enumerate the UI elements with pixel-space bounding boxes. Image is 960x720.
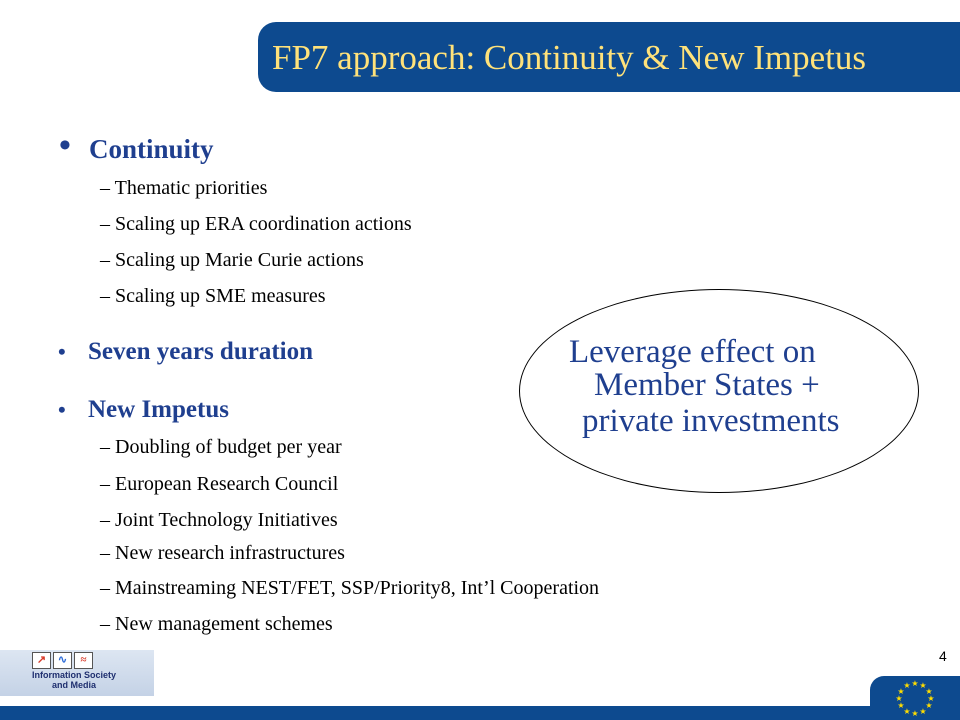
- sub-item: – Mainstreaming NEST/FET, SSP/Priority8, Int’l Cooperation: [100, 577, 600, 599]
- sub-item: – Doubling of budget per year: [100, 436, 342, 458]
- svg-text:★: ★: [919, 707, 927, 716]
- bullet-new-impetus: [58, 396, 229, 424]
- eu-stars-icon: [890, 680, 940, 718]
- eu-flag: [870, 676, 960, 720]
- bullet-label: Continuity: [89, 134, 214, 164]
- sub-item: – Scaling up Marie Curie actions: [100, 249, 364, 271]
- bullet-continuity: [59, 127, 214, 165]
- svg-text:★: ★: [895, 694, 903, 703]
- sub-item: – European Research Council: [100, 473, 339, 495]
- footer-bar: [0, 706, 960, 720]
- page-number: 4: [939, 648, 947, 664]
- slide-title: FP7 approach: Continuity & New Impetus: [272, 38, 866, 77]
- svg-text:★: ★: [911, 680, 919, 688]
- bullet-dot-icon: •: [59, 127, 71, 164]
- bullet-seven-years: [58, 338, 313, 366]
- sub-item: – Scaling up SME measures: [100, 285, 326, 307]
- dg-logo: [0, 650, 154, 696]
- logo-arrow-icon: ↗: [32, 652, 51, 669]
- sub-item: – New research infrastructures: [100, 542, 345, 564]
- bullet-dot-icon: •: [58, 339, 66, 364]
- svg-text:★: ★: [897, 701, 905, 710]
- svg-text:★: ★: [927, 694, 935, 703]
- svg-text:★: ★: [897, 687, 905, 696]
- logo-text-line: and Media: [51, 680, 96, 690]
- callout-line: private investments: [582, 403, 840, 439]
- bullet-label: New Impetus: [88, 396, 229, 423]
- sub-item: – Thematic priorities: [100, 177, 268, 199]
- logo-text: [24, 670, 124, 690]
- callout-line: Leverage effect on: [569, 334, 816, 370]
- svg-text:★: ★: [919, 681, 927, 690]
- sub-item: – New management schemes: [100, 613, 333, 635]
- bullet-label: Seven years duration: [88, 338, 313, 365]
- logo-mark: [20, 652, 126, 694]
- logo-text-line: Information Society: [31, 670, 116, 680]
- svg-text:★: ★: [925, 687, 933, 696]
- svg-text:★: ★: [925, 701, 933, 710]
- svg-text:★: ★: [911, 709, 919, 718]
- svg-text:★: ★: [903, 681, 911, 690]
- bullet-dot-icon: •: [58, 397, 66, 422]
- svg-text:★: ★: [903, 707, 911, 716]
- logo-bars-icon: ≈: [74, 652, 93, 669]
- title-bar: [258, 22, 960, 92]
- sub-item: – Scaling up ERA coordination actions: [100, 213, 412, 235]
- logo-wave-icon: ∿: [53, 652, 72, 669]
- sub-item: – Joint Technology Initiatives: [100, 509, 338, 531]
- logo-icon-boxes: [32, 652, 93, 669]
- callout-line: Member States +: [594, 367, 820, 403]
